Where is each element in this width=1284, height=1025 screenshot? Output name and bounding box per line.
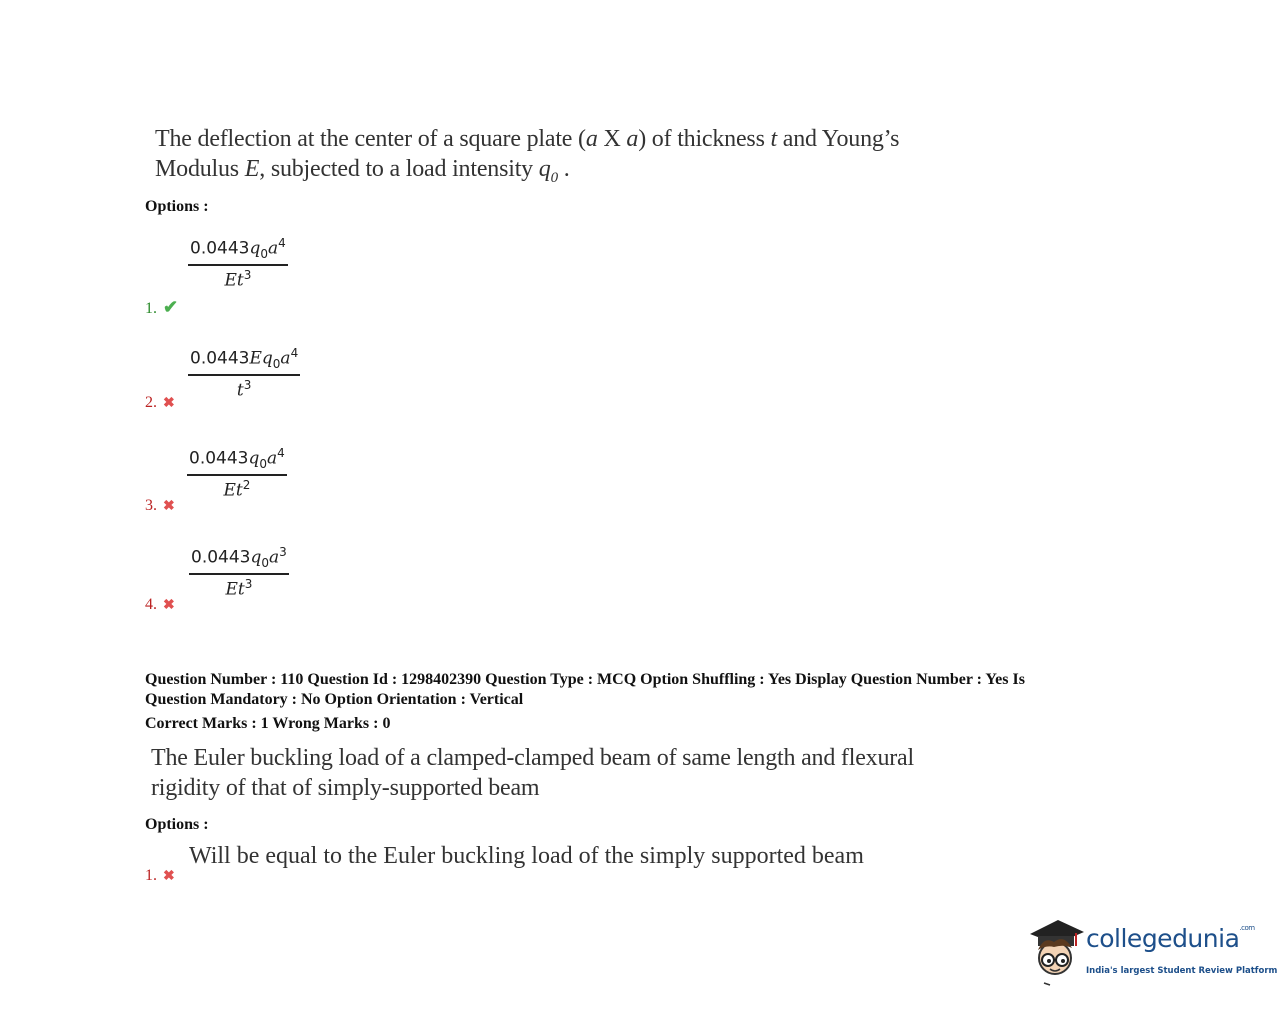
wrong-cross-icon: ✖ [163, 396, 175, 411]
option-4-number: 4. ✖ [145, 596, 175, 613]
mascot-icon [1024, 916, 1086, 988]
question-2-line-2: rigidity of that of simply-supported beam [151, 775, 540, 801]
formula-denominator: $t^3$ [236, 378, 252, 401]
wrong-cross-icon: ✖ [163, 499, 175, 514]
option-3-number: 3. ✖ [145, 497, 175, 514]
formula-denominator: Et$^3$ [225, 577, 253, 600]
option-1-formula[interactable] [188, 236, 288, 291]
metadata-line-2: Question Mandatory : No Option Orientation : Vertical [145, 691, 524, 708]
q2-option-1-text[interactable]: Will be equal to the Euler buckling load of the simply supported beam [189, 843, 864, 869]
question-2-text [151, 743, 971, 803]
formula-numerator: $0.0443Eq_0a^4$ [188, 346, 300, 376]
option-2-number: 2. ✖ [145, 394, 175, 411]
collegedunia-logo[interactable] [1024, 916, 1278, 988]
options-label-2: Options : [145, 816, 209, 833]
formula-numerator: $0.0443q_0a^4$ [187, 446, 287, 476]
formula-numerator: $0.0443q_0a^3$ [189, 545, 289, 575]
question-metadata [145, 670, 1145, 734]
wrong-cross-icon: ✖ [163, 869, 175, 884]
formula-numerator: $0.0443q_0a^4$ [188, 236, 288, 266]
formula-denominator: Et$^3$ [224, 268, 252, 291]
question-2-line-1: The Euler buckling load of a clamped-clamped beam of same length and flexural [151, 745, 914, 771]
logo-wordmark: collegedunia$^{.com}$ [1086, 924, 1255, 953]
option-1-number: 1. ✔ [145, 297, 179, 317]
q2-option-1-number: 1. ✖ [145, 867, 175, 884]
option-2-formula[interactable] [188, 346, 300, 401]
question-text [155, 124, 955, 193]
metadata-line-1: Question Number : 110 Question Id : 1298402390 Question Type : MCQ Option Shuffling : Yes Display Question Number : Yes Is [145, 671, 1025, 688]
marks-info: Correct Marks : 1 Wrong Marks : 0 [145, 715, 391, 732]
correct-check-icon: ✔ [163, 297, 179, 317]
option-3-formula[interactable] [187, 446, 287, 501]
options-label: Options : [145, 198, 209, 215]
question-line-1: The deflection at the center of a square plate (a X a) of thickness t and Young’s [155, 126, 900, 152]
formula-denominator: Et$^2$ [223, 478, 251, 501]
wrong-cross-icon: ✖ [163, 598, 175, 613]
option-4-formula[interactable] [189, 545, 289, 600]
logo-tagline: India's largest Student Review Platform [1086, 966, 1278, 976]
question-line-2: Modulus E, subjected to a load intensity $q_0$ . [155, 156, 570, 186]
